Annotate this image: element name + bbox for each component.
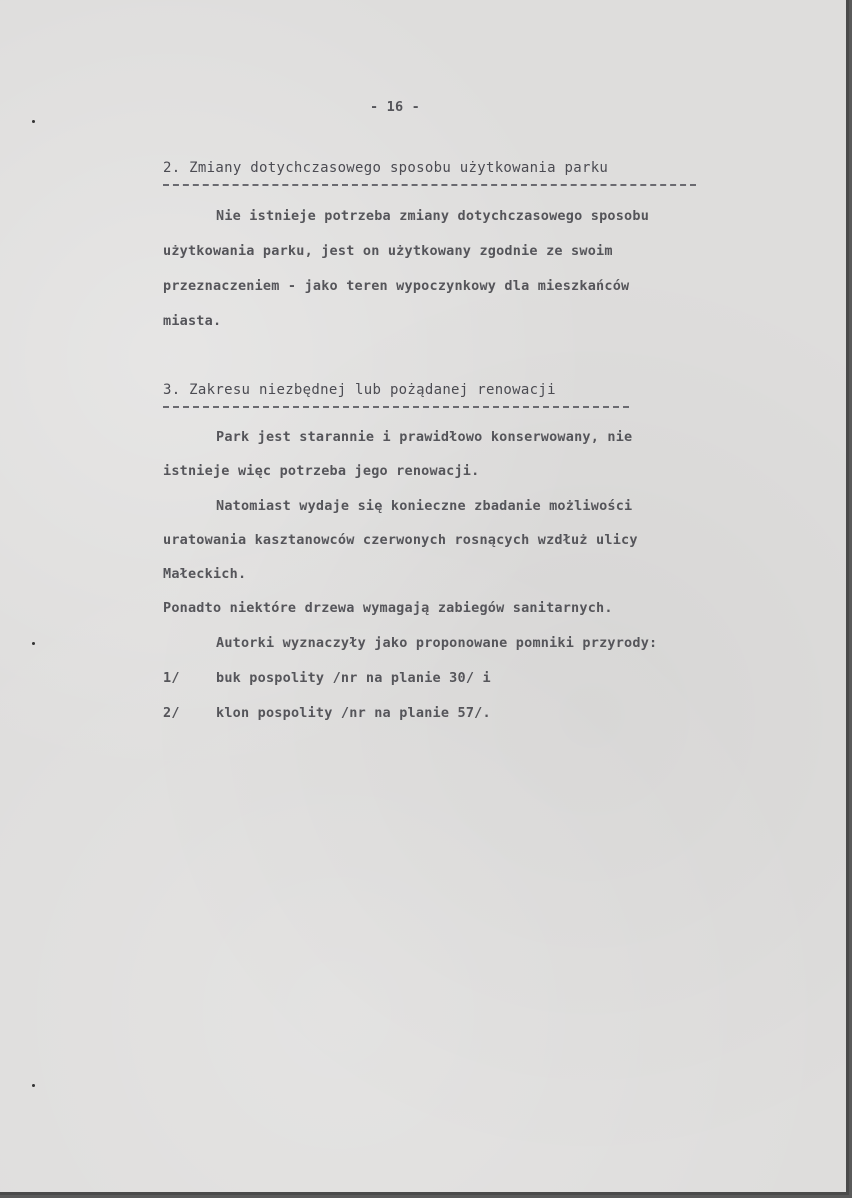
list-item-text: klon pospolity /nr na planie 57/. bbox=[216, 705, 491, 721]
list-item-marker: 1/ bbox=[163, 670, 180, 686]
section-2-heading: 2. Zmiany dotychczasowego sposobu użytkowania parku bbox=[163, 160, 609, 176]
section-2-line: miasta. bbox=[163, 313, 222, 329]
section-2-heading-underline bbox=[163, 184, 696, 186]
section-3-line: Ponadto niektóre drzewa wymagają zabiegów sanitarnych. bbox=[163, 600, 613, 616]
margin-mark bbox=[32, 120, 35, 123]
page-number: - 16 - bbox=[370, 99, 420, 115]
list-item-marker: 2/ bbox=[163, 705, 180, 721]
margin-mark bbox=[32, 1084, 35, 1087]
section-3-line: uratowania kasztanowców czerwonych rosnących wzdłuż ulicy bbox=[163, 532, 638, 548]
section-3-line: Park jest starannie i prawidłowo konserwowany, nie bbox=[216, 429, 633, 445]
margin-mark bbox=[32, 642, 35, 645]
section-3-line: istnieje więc potrzeba jego renowacji. bbox=[163, 463, 480, 479]
section-2-line: Nie istnieje potrzeba zmiany dotychczasowego sposobu bbox=[216, 208, 650, 224]
section-3-line: Autorki wyznaczyły jako proponowane pomniki przyrody: bbox=[216, 635, 658, 651]
section-3-line: Natomiast wydaje się konieczne zbadanie możliwości bbox=[216, 498, 633, 514]
section-3-heading: 3. Zakresu niezbędnej lub pożądanej renowacji bbox=[163, 382, 556, 398]
section-3-line: Małeckich. bbox=[163, 566, 247, 582]
section-3-heading-underline bbox=[163, 406, 629, 408]
section-2-line: przeznaczeniem - jako teren wypoczynkowy dla mieszkańców bbox=[163, 278, 630, 294]
section-2-line: użytkowania parku, jest on użytkowany zgodnie ze swoim bbox=[163, 243, 613, 259]
list-item-text: buk pospolity /nr na planie 30/ i bbox=[216, 670, 491, 686]
